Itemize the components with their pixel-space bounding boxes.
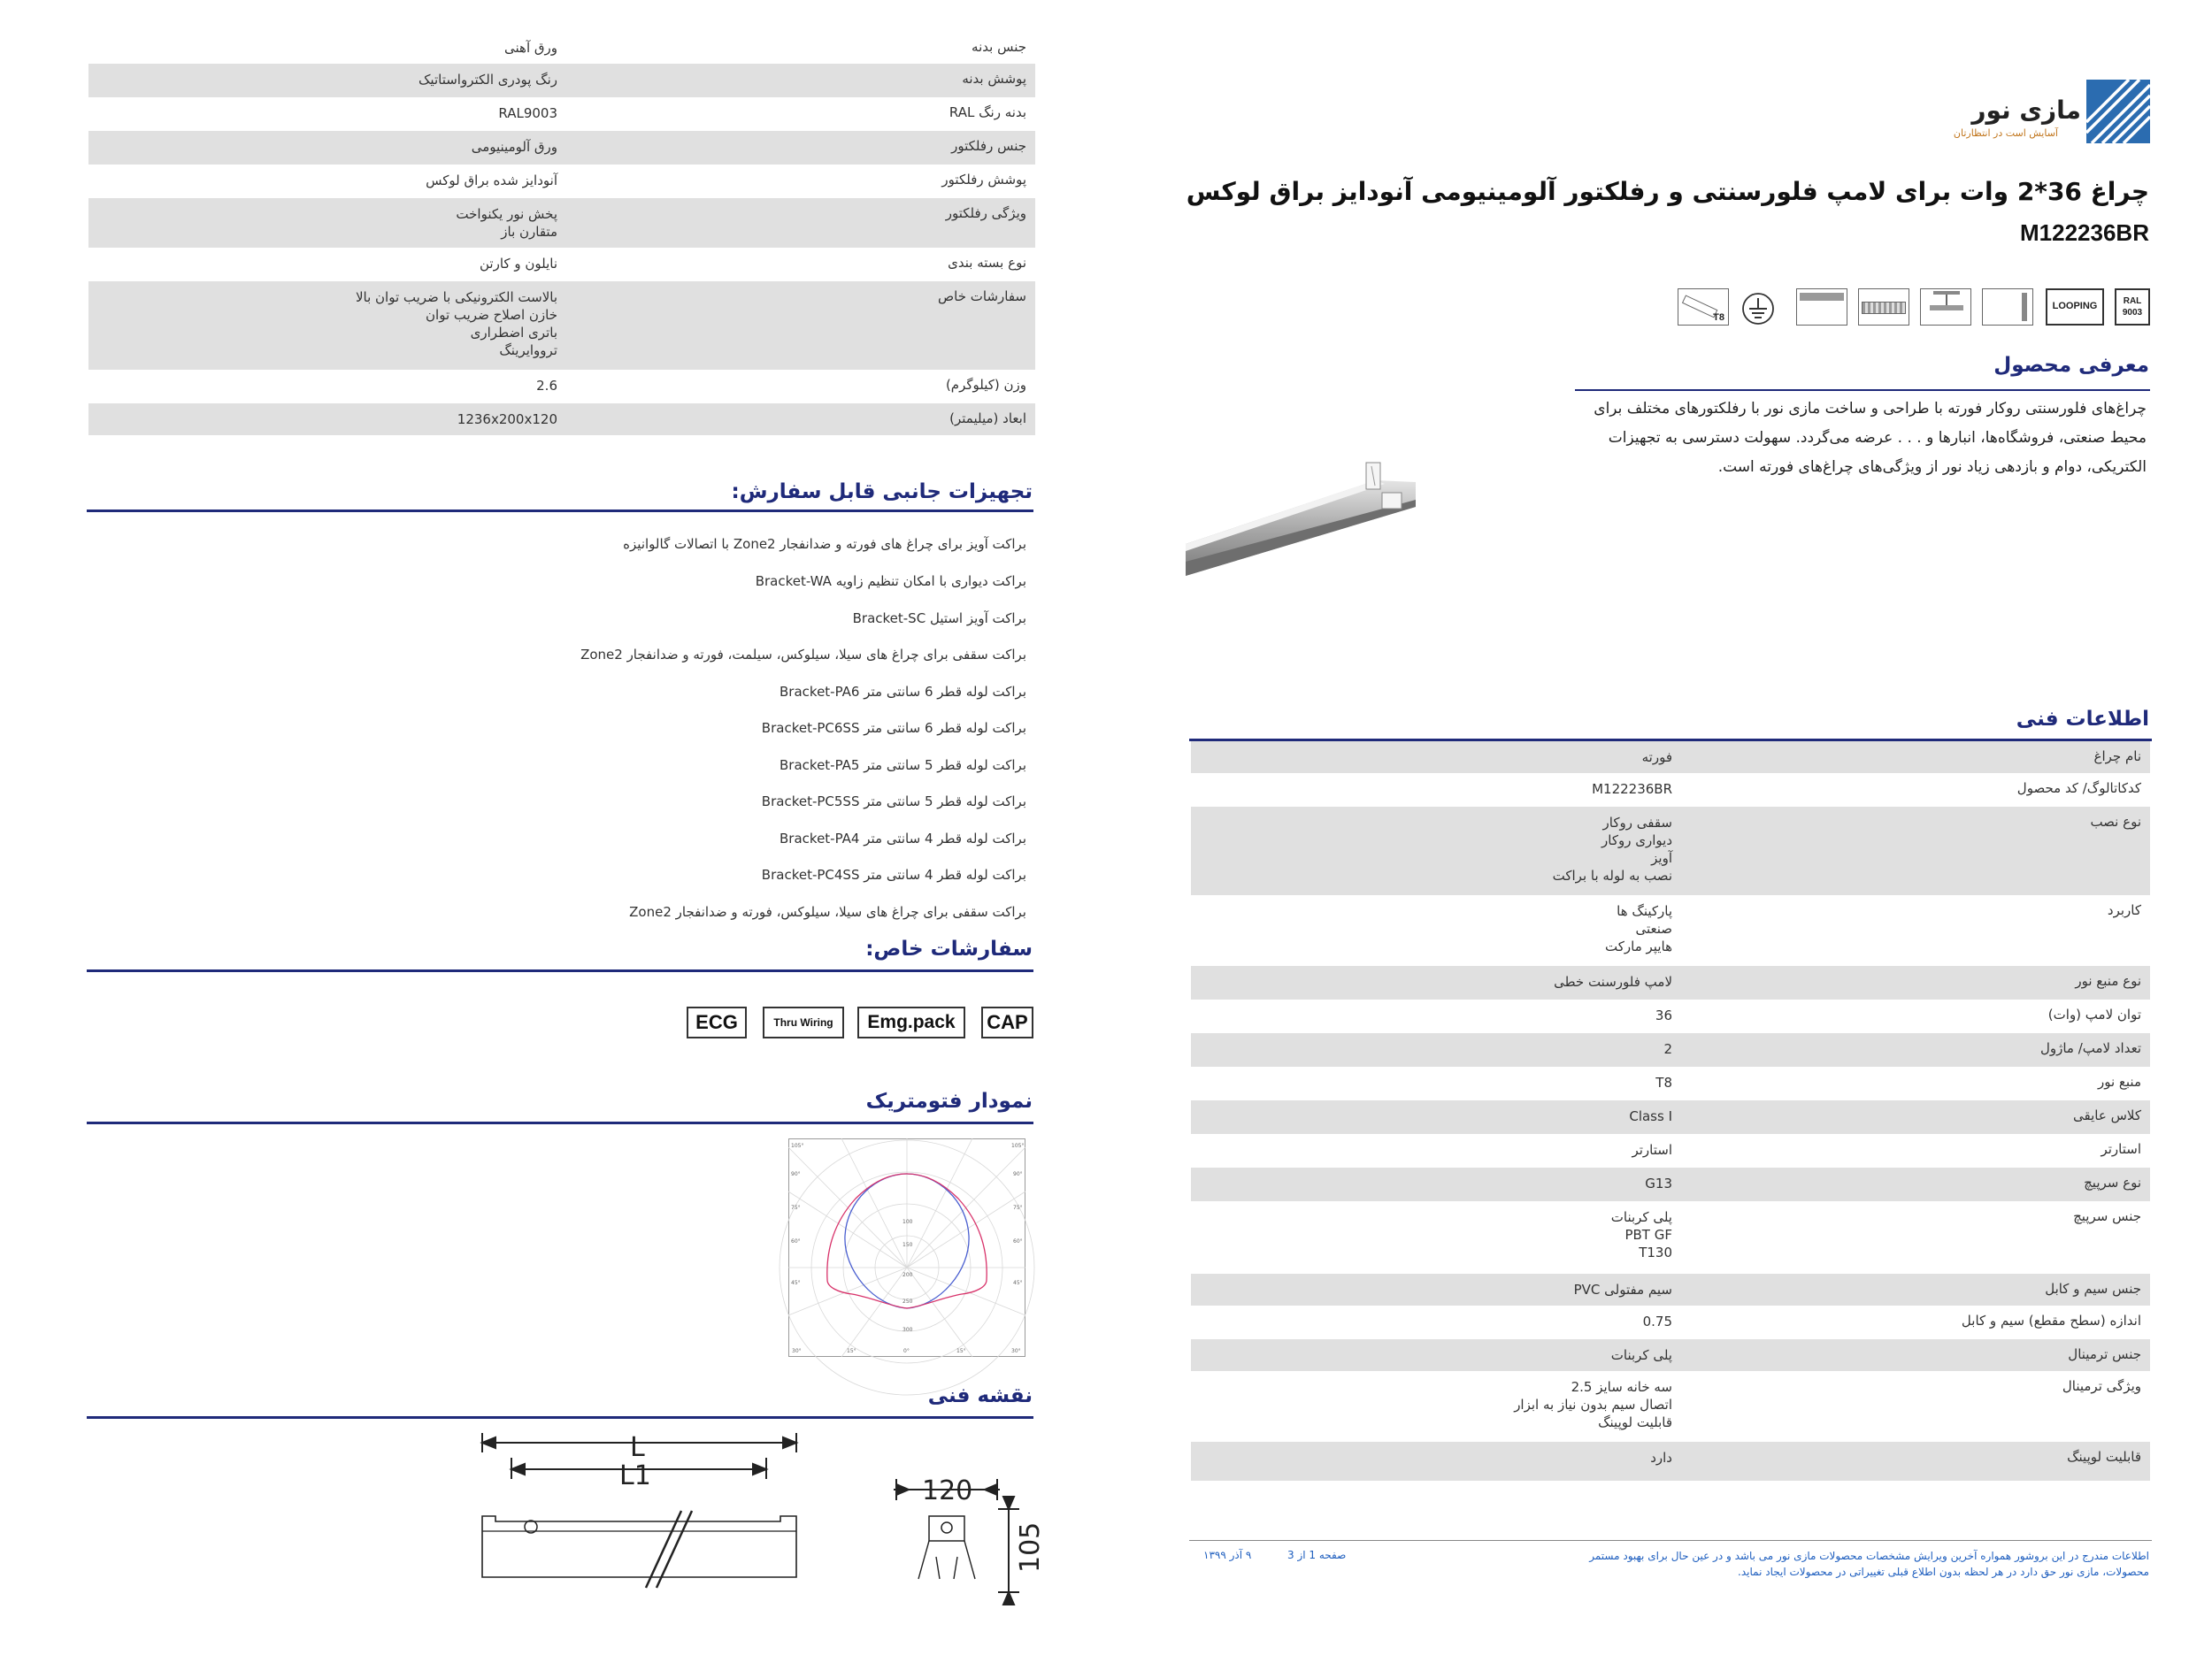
spec-key: منبع نور [2097, 1074, 2141, 1090]
tech-info-table [1191, 741, 2150, 1481]
spec-value: 2.6 [536, 378, 557, 394]
table-row [88, 97, 1035, 131]
list-item: براکت لوله قطر 4 سانتی متر Bracket-PC4SS [761, 867, 1026, 883]
spec-key: جنس سیم و کابل [2045, 1281, 2141, 1297]
table-row [1191, 1134, 2150, 1168]
list-item: براکت لوله قطر 4 سانتی متر Bracket-PA4 [780, 831, 1026, 847]
option-cap: CAP [981, 1007, 1033, 1038]
list-item: براکت لوله قطر 5 سانتی متر Bracket-PA5 [780, 757, 1026, 773]
spec-key: جنس بدنه [972, 39, 1026, 55]
table-row [88, 370, 1035, 403]
angle-label: 45° [791, 1280, 801, 1286]
special-orders-options [687, 1007, 1033, 1042]
angle-label: 105° [791, 1143, 804, 1149]
spec-key: نام چراغ [2093, 748, 2141, 764]
spec-value: آنودایز شده براق لوکس [426, 172, 557, 188]
option-thru-wiring: Thru Wiring [763, 1007, 844, 1038]
feature-icons [1646, 288, 2150, 329]
footer-disclaimer [1589, 1548, 2149, 1580]
disclaimer-line: محصولات، مازی نور حق دارد در هر لحظه بدون اطلاع قبلی تغییراتی در محصولات ایجاد نماید. [1738, 1566, 2149, 1578]
table-row [88, 248, 1035, 281]
table-row [1191, 807, 2150, 895]
angle-label: 30° [792, 1348, 802, 1354]
table-row [88, 64, 1035, 97]
disclaimer-line: اطلاعات مندرج در این بروشور همواره آخرین ویرایش مشخصات محصولات مازی نور می باشد و در عین حال برای بهبود مستمر [1589, 1550, 2149, 1562]
product-code: M122236BR [2020, 219, 2149, 246]
accessories-heading: تجهیزات جانبی قابل سفارش: [731, 480, 1033, 503]
spec-value: پلی کربنات [1610, 1347, 1672, 1363]
table-row [88, 403, 1035, 435]
table-row [1191, 1067, 2150, 1100]
spec-key: نوع نصب [2090, 814, 2141, 830]
spec-key: اندازه (سطح مقطع) سیم و کابل [1961, 1313, 2141, 1329]
product-image [1186, 456, 1425, 579]
list-item: براکت لوله قطر 6 سانتی متر Bracket-PA6 [780, 684, 1026, 700]
spec-key: وزن (کیلوگرم) [945, 377, 1026, 393]
radial-label: 100 [902, 1219, 913, 1225]
spec-value: لامپ فلورسنت خطی [1554, 974, 1672, 990]
dim-label-l1: L1 [619, 1460, 651, 1491]
angle-label: 75° [1013, 1205, 1023, 1211]
spec-key: نوع منبع نور [2075, 973, 2141, 989]
radial-label: 300 [902, 1327, 913, 1333]
angle-label: 75° [791, 1205, 801, 1211]
spec-value: Class I [1629, 1108, 1672, 1124]
spec-value: M122236BR [1592, 781, 1672, 797]
spec-key: بدنه رنگ RAL [949, 104, 1026, 120]
radial-label: 150 [902, 1242, 913, 1248]
logo-mark-icon [2086, 80, 2150, 143]
logo-text: مازی نور [1971, 96, 2081, 125]
spec-key: کاربرد [2107, 902, 2141, 918]
ral-label: RAL 9003 [2122, 296, 2143, 318]
recessed-icon [1796, 288, 1847, 326]
spec-key: جنس رفلکتور [951, 138, 1026, 154]
list-item: براکت لوله قطر 6 سانتی متر Bracket-PC6SS [761, 720, 1026, 736]
angle-label: 0° [903, 1348, 910, 1354]
technical-drawing [469, 1432, 1046, 1610]
accessories-list [88, 531, 1026, 938]
tech-info-heading: اطلاعات فنی [2016, 708, 2149, 731]
intro-line: الکتریکی، دوام و بازدهی زیاد نور از ویژگی‌های چراغ‌های فورته است. [1717, 458, 2147, 476]
table-row [1191, 895, 2150, 966]
table-row [1191, 1306, 2150, 1339]
spec-value: دارد [1650, 1450, 1672, 1466]
spec-value: رنگ پودری الکترواستاتیک [419, 72, 557, 88]
accessories-rule [87, 510, 1033, 512]
spec-value: بالاست الکترونیکی با ضریب توان بالا خازن اصلاح ضریب توان باتری اضطراری ترووایرینگ [355, 289, 557, 358]
spec-value: G13 [1645, 1176, 1672, 1191]
dim-label-height: 105 [1015, 1521, 1046, 1573]
spec-key: پوشش بدنه [962, 71, 1026, 87]
table-row [1191, 741, 2150, 773]
angle-label: 90° [791, 1171, 801, 1177]
spec-value: پارکینگ ها صنعتی هایپر مارکت [1605, 903, 1672, 954]
spec-value: پخش نور یکنواخت متقارن باز [456, 206, 557, 240]
footer-page-number: صفحه 1 از 3 [1287, 1549, 1347, 1561]
table-row [88, 281, 1035, 370]
radial-label: 250 [902, 1299, 913, 1305]
spec-value: 36 [1655, 1008, 1672, 1023]
table-row [1191, 1339, 2150, 1371]
list-item: براکت دیواری با امکان تنظیم زاویه Bracket-WA [755, 573, 1026, 589]
table-row [1191, 1168, 2150, 1201]
table-row [1191, 1201, 2150, 1274]
table-row [88, 32, 1035, 64]
earth-ground-icon [1741, 292, 1775, 326]
footer-date: ۹ آذر ۱۳۹۹ [1203, 1549, 1252, 1561]
intro-rule [1575, 389, 2150, 391]
spec-key: ویژگی ترمینال [2062, 1378, 2141, 1394]
list-item: براکت آویز استیل Bracket-SC [852, 610, 1026, 626]
spec-value: استارتر [1632, 1142, 1672, 1158]
looping-icon [2046, 288, 2104, 326]
spec-key: قابلیت لوپینگ [2067, 1449, 2141, 1465]
spec-value: ورق آلومینیومی [471, 139, 557, 155]
intro-line: محیط صنعتی، فروشگاه‌ها، انبارها و . . . عرضه می‌گردد. سهولت دسترسی به تجهیزات [1608, 429, 2147, 447]
footer-rule [1189, 1540, 2152, 1541]
ral-icon [2115, 288, 2150, 326]
intro-heading: معرفی محصول [1993, 354, 2149, 377]
intro-line: چراغ‌های فلورسنتی روکار فورته با طراحی و ساخت مازی نور با رفلکتورهای مختلف برای [1594, 400, 2147, 418]
option-emg-pack: Emg.pack [857, 1007, 965, 1038]
table-row [1191, 1000, 2150, 1033]
photometric-heading: نمودار فتومتریک [865, 1090, 1033, 1113]
spec-value: RAL9003 [498, 105, 557, 121]
list-item: براکت سقفی برای چراغ های سیلا، سیلوکس، فورته و ضدانفجار Zone2 [629, 904, 1026, 920]
spec-key: نوع بسته بندی [948, 255, 1026, 271]
angle-label: 90° [1013, 1171, 1023, 1177]
spec-value: سیم مفتولی PVC [1573, 1282, 1672, 1298]
spec-key: ابعاد (میلیمتر) [949, 410, 1026, 426]
photometric-rule [87, 1122, 1033, 1124]
brand-logo [1953, 80, 2150, 149]
dim-label-l: L [630, 1432, 645, 1463]
table-row [1191, 1100, 2150, 1134]
spec-key: کلاس عایقی [2073, 1107, 2141, 1123]
looping-label: LOOPING [2052, 301, 2098, 311]
table-row [1191, 966, 2150, 1000]
surface-wall-icon [1982, 288, 2033, 326]
table-row [88, 165, 1035, 198]
angle-label: 105° [1011, 1143, 1025, 1149]
t8-lamp-icon [1678, 288, 1729, 326]
special-orders-rule [87, 969, 1033, 972]
spec-value: پلی کربنات PBT GF T130 [1610, 1209, 1672, 1260]
pendant-icon [1858, 288, 1909, 326]
logo-tagline: آسایش است در انتظارتان [1953, 127, 2058, 139]
spec-value: 1236x200x120 [457, 411, 557, 427]
t8-label: T8 [1713, 312, 1724, 323]
table-row [1191, 1442, 2150, 1481]
angle-label: 60° [791, 1238, 801, 1245]
spec-key: استارتر [2101, 1141, 2141, 1157]
surface-ceiling-icon [1920, 288, 1971, 326]
angle-label: 45° [1013, 1280, 1023, 1286]
spec-key: جنس سرپیچ [2073, 1208, 2141, 1224]
spec-key: پوشش رفلکتور [941, 172, 1026, 188]
spec-value: ورق آهنی [504, 40, 557, 56]
option-ecg: ECG [687, 1007, 747, 1038]
drawing-rule [87, 1416, 1033, 1419]
table-row [88, 131, 1035, 165]
spec-key: کدکاتالوگ/ کد محصول [2016, 780, 2141, 796]
spec-key: نوع سرپیچ [2084, 1175, 2141, 1191]
list-item: براکت آویز برای چراغ های فورته و ضدانفجار Zone2 با اتصالات گالوانیزه [623, 536, 1026, 552]
intro-text [1563, 395, 2147, 482]
spec-value: نایلون و کارتن [480, 256, 557, 272]
body-specs-table [88, 32, 1035, 439]
angle-label: 15° [956, 1348, 966, 1354]
table-row [1191, 773, 2150, 807]
spec-value: 2 [1663, 1041, 1672, 1057]
spec-value: 0.75 [1642, 1314, 1672, 1329]
angle-label: 60° [1013, 1238, 1023, 1245]
photometric-diagram [788, 1138, 1025, 1357]
spec-key: سفارشات خاص [938, 288, 1026, 304]
spec-value: سقفی روکار دیواری روکار آویز نصب به لوله با براکت [1552, 815, 1672, 884]
spec-key: تعداد لامپ/ ماژول [2039, 1040, 2141, 1056]
angle-label: 15° [847, 1348, 856, 1354]
table-row [88, 198, 1035, 248]
special-orders-heading: سفارشات خاص: [865, 938, 1033, 961]
angle-label: 30° [1011, 1348, 1021, 1354]
list-item: براکت لوله قطر 5 سانتی متر Bracket-PC5SS [761, 793, 1026, 809]
product-title: چراغ 36*2 وات برای لامپ فلورسنتی و رفلکتور آلومینیومی آنودایز براق لوکس [1186, 177, 2149, 206]
spec-value: فورته [1641, 749, 1672, 765]
radial-label: 200 [902, 1272, 913, 1278]
spec-key: ویژگی رفلکتور [945, 205, 1026, 221]
table-row [1191, 1033, 2150, 1067]
list-item: براکت سقفی برای چراغ های سیلا، سیلوکس، سیلمت، فورته و ضدانفجار Zone2 [580, 647, 1026, 663]
spec-value: سه خانه سایز 2.5 اتصال سیم بدون نیاز به ابزار قابلیت لوپینگ [1514, 1379, 1672, 1430]
table-row [1191, 1371, 2150, 1442]
spec-key: توان لامپ (وات) [2047, 1007, 2141, 1023]
dim-label-width: 120 [922, 1475, 973, 1506]
spec-key: جنس ترمینال [2068, 1346, 2141, 1362]
spec-value: T8 [1655, 1075, 1672, 1091]
drawing-heading: نقشه فنی [927, 1384, 1033, 1407]
table-row [1191, 1274, 2150, 1306]
